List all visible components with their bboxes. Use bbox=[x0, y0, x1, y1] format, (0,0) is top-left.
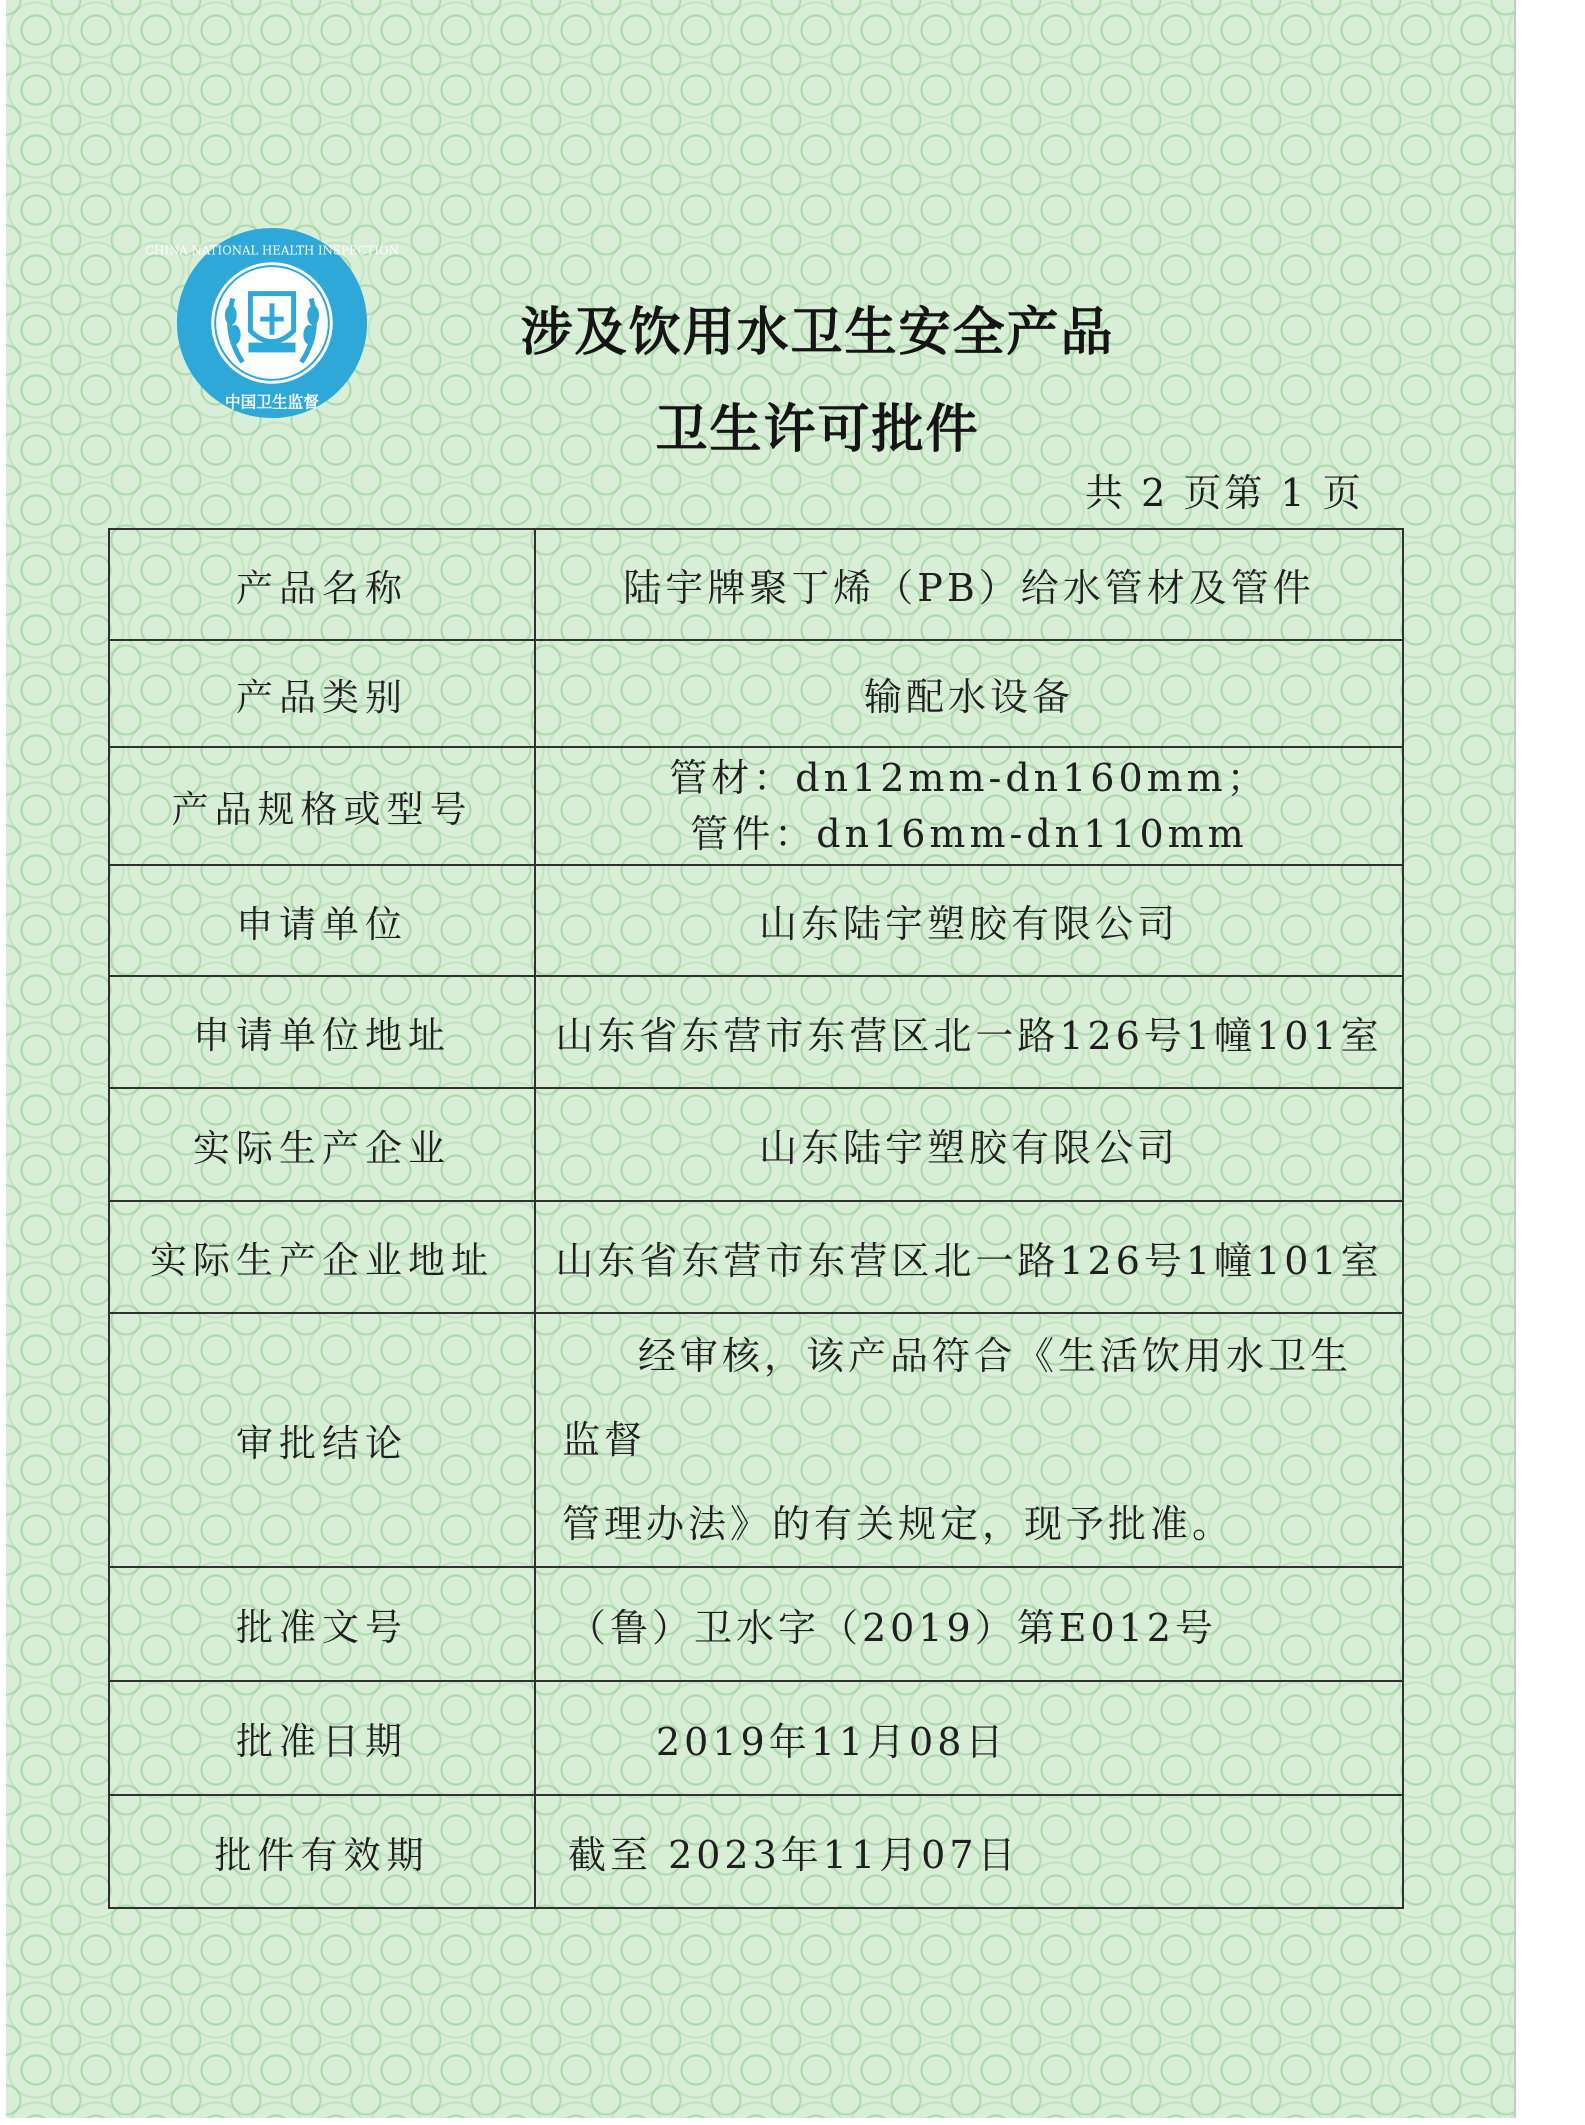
label-manufacturer-address: 实际生产企业地址 bbox=[109, 1201, 535, 1313]
table-row bbox=[109, 865, 1403, 976]
label-validity: 批件有效期 bbox=[109, 1795, 535, 1908]
spec-fitting: 管件：dn16mm-dn110mm bbox=[690, 812, 1248, 856]
label-applicant-address: 申请单位地址 bbox=[109, 976, 535, 1088]
value-manufacturer-address: 山东省东营市东营区北一路126号1幢101室 bbox=[535, 1201, 1403, 1313]
table-row bbox=[109, 976, 1403, 1088]
label-manufacturer: 实际生产企业 bbox=[109, 1088, 535, 1201]
label-applicant: 申请单位 bbox=[109, 865, 535, 976]
table-row bbox=[109, 1088, 1403, 1201]
value-manufacturer: 山东陆宇塑胶有限公司 bbox=[535, 1088, 1403, 1201]
value-product-name: 陆宇牌聚丁烯（PB）给水管材及管件 bbox=[535, 529, 1403, 640]
table-row bbox=[109, 1567, 1403, 1681]
table-row bbox=[109, 529, 1403, 640]
document-title-line2: 卫生许可批件 bbox=[655, 400, 980, 460]
spec-pipe: 管材：dn12mm-dn160mm； bbox=[669, 756, 1269, 800]
conclusion-line2: 管理办法》的有关规定，现予批准。 bbox=[562, 1502, 1235, 1546]
value-conclusion bbox=[535, 1313, 1403, 1567]
label-conclusion: 审批结论 bbox=[109, 1313, 535, 1567]
label-approval-date: 批准日期 bbox=[109, 1681, 535, 1795]
value-applicant: 山东陆宇塑胶有限公司 bbox=[535, 865, 1403, 976]
seal-ring-text-cn: 中国卫生监督 bbox=[224, 392, 320, 412]
table-row bbox=[109, 747, 1403, 865]
label-approval-no: 批准文号 bbox=[109, 1567, 535, 1681]
label-product-name: 产品名称 bbox=[109, 529, 535, 640]
label-spec: 产品规格或型号 bbox=[109, 747, 535, 865]
document-title-line1: 涉及饮用水卫生安全产品 bbox=[520, 303, 1115, 363]
table-row bbox=[109, 640, 1403, 747]
value-product-category: 输配水设备 bbox=[535, 640, 1403, 747]
table-row bbox=[109, 1313, 1403, 1567]
page-indicator: 共 2 页第 1 页 bbox=[1085, 471, 1364, 515]
value-spec bbox=[535, 747, 1403, 865]
value-validity: 截至 2023年11月07日 bbox=[535, 1795, 1403, 1908]
permit-table bbox=[108, 528, 1404, 1909]
value-approval-no: （鲁）卫水字（2019）第E012号 bbox=[535, 1567, 1403, 1681]
value-applicant-address: 山东省东营市东营区北一路126号1幢101室 bbox=[535, 976, 1403, 1088]
table-row bbox=[109, 1681, 1403, 1795]
label-product-category: 产品类别 bbox=[109, 640, 535, 747]
table-row bbox=[109, 1795, 1403, 1908]
table-row bbox=[109, 1201, 1403, 1313]
conclusion-line1: 经审核，该产品符合《生活饮用水卫生监督 bbox=[562, 1334, 1353, 1462]
value-approval-date: 2019年11月08日 bbox=[535, 1681, 1403, 1795]
seal-ring-text-en: CHINA NATIONAL HEALTH INSPECTION bbox=[145, 243, 399, 258]
